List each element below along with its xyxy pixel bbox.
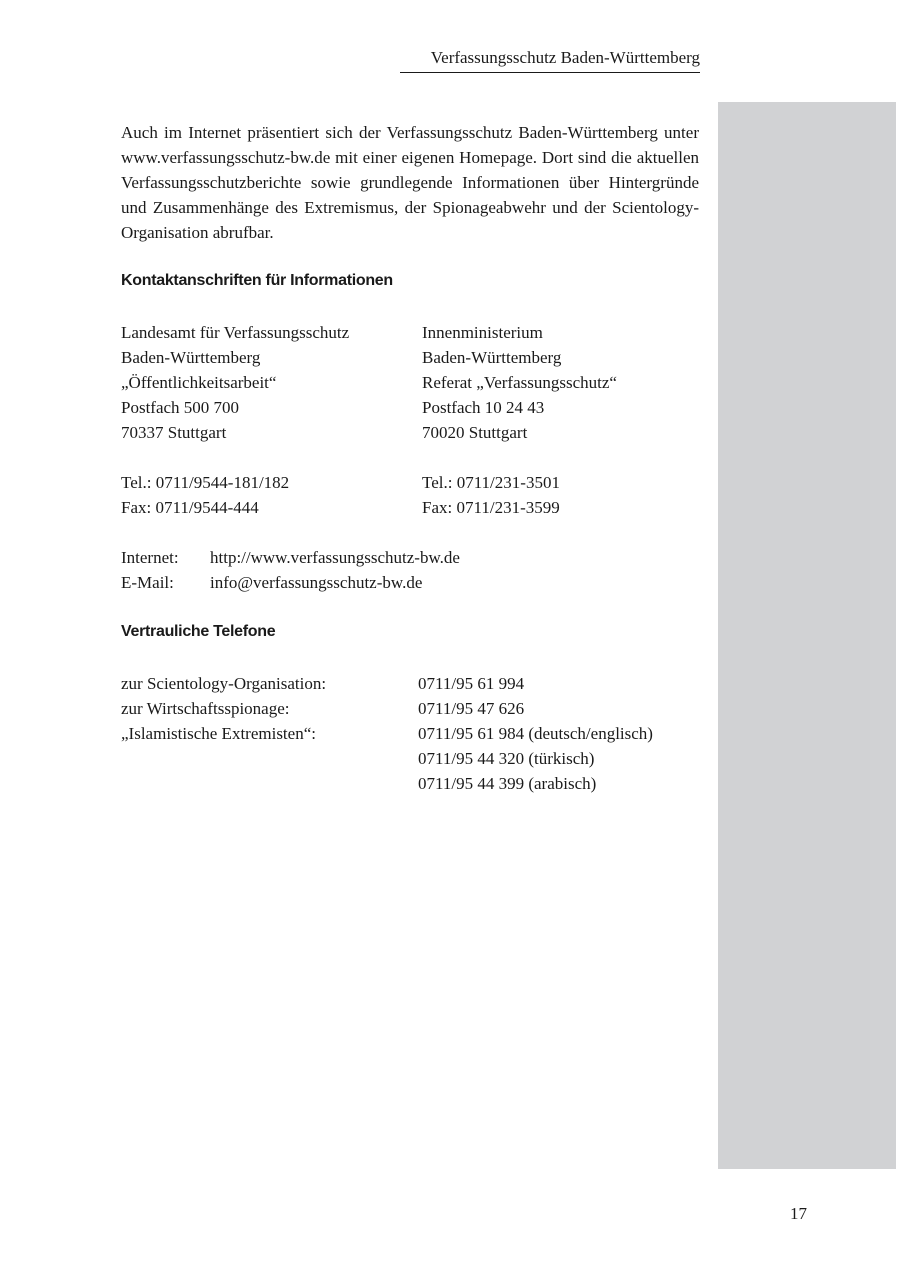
address-line: Postfach 500 700 [121,398,240,417]
address-line: Baden-Württemberg [422,348,562,367]
internet-row [121,545,460,570]
phones-heading: Vertrauliche Telefone [121,623,276,640]
phone-label: „Islamistische Extremisten“: [121,724,316,743]
email-link[interactable]: info@verfassungsschutz-bw.de [210,573,423,592]
phone-number: 0711/95 44 320 (türkisch) [418,749,595,768]
internet-link[interactable]: http://www.verfassungsschutz-bw.de [210,548,460,567]
contacts-heading: Kontaktanschriften für Informationen [121,272,393,289]
phone-label: zur Scientology-Organisation: [121,674,327,693]
phone-number: 0711/95 61 994 [418,674,525,693]
address-line: 70337 Stuttgart [121,423,227,442]
contact-tel: Tel.: 0711/231-3501 [422,473,560,492]
side-panel [718,102,896,1169]
phone-number: 0711/95 44 399 (arabisch) [418,774,597,793]
address-line: 70020 Stuttgart [422,423,528,442]
running-header: Verfassungsschutz Baden-Württemberg [400,46,700,73]
contact-fax: Fax: 0711/9544-444 [121,498,259,517]
phone-label: zur Wirtschaftsspionage: [121,699,290,718]
page-number: 17 [790,1204,807,1223]
contact-address-right [422,320,617,520]
phone-row [121,746,594,771]
contact-address-left [121,320,349,520]
phone-row [121,671,524,696]
email-row [121,570,422,595]
phone-number: 0711/95 61 984 (deutsch/englisch) [418,724,653,743]
contact-tel: Tel.: 0711/9544-181/182 [121,473,290,492]
intro-paragraph: Auch im Internet präsentiert sich der Verfassungsschutz Baden-Württemberg unter www.verfassungsschutz-bw.de mit einer eigenen Homepage. Dort sind die aktuellen Verfassungsschutzberichte sowie grundlegende Informationen über Hintergründe und Zusammenhänge des Extremismus, der Spionageabwehr und der Scientology-Organisation abrufbar. [121,123,699,242]
email-label: E-Mail: [121,573,174,592]
address-line: Innenministerium [422,323,543,342]
address-line: „Öffentlichkeitsarbeit“ [121,373,277,392]
contact-fax: Fax: 0711/231-3599 [422,498,560,517]
address-line: Baden-Württemberg [121,348,261,367]
phone-row [121,721,653,746]
phone-row [121,771,596,796]
phone-row [121,696,524,721]
phone-number: 0711/95 47 626 [418,699,525,718]
address-line: Referat „Verfassungsschutz“ [422,373,617,392]
address-line: Landesamt für Verfassungsschutz [121,323,350,342]
address-line: Postfach 10 24 43 [422,398,545,417]
internet-label: Internet: [121,548,179,567]
